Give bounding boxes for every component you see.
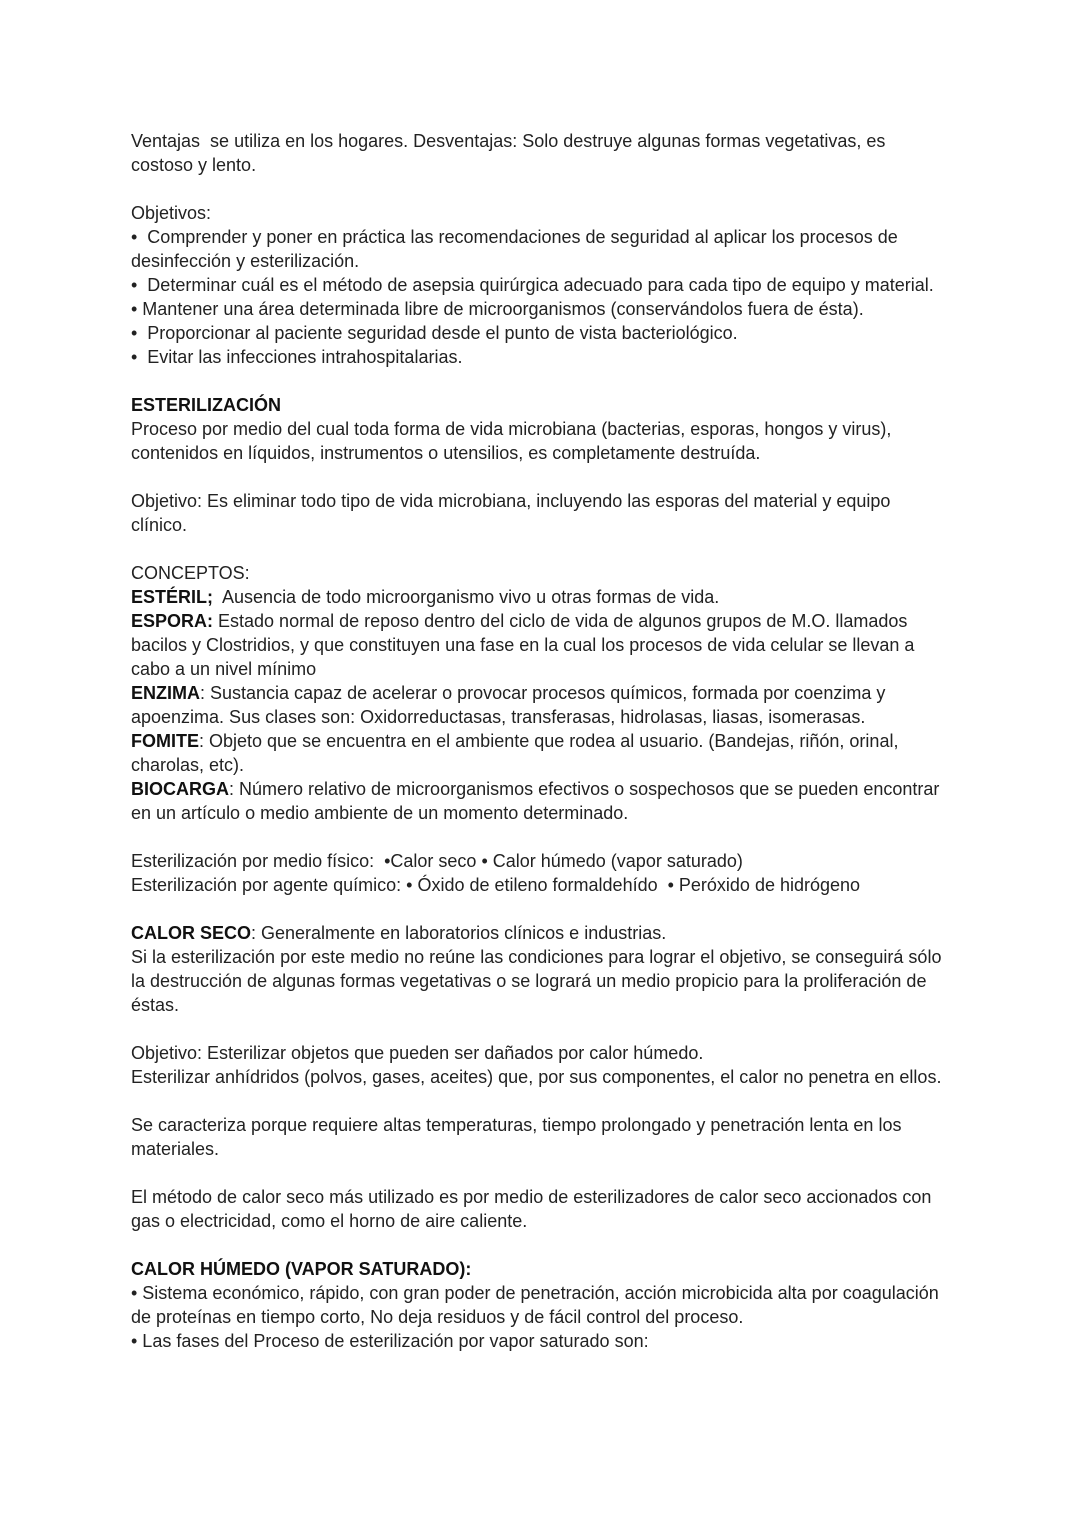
text-segment: Estado normal de reposo dentro del ciclo de vida de algunos grupos de M.O. llamados <box>213 611 908 631</box>
text-line <box>131 249 961 273</box>
blank-line <box>131 177 961 201</box>
text-line <box>131 1041 961 1065</box>
text-line <box>131 753 961 777</box>
text-segment: contenidos en líquidos, instrumentos o utensilios, es completamente destruída. <box>131 443 761 463</box>
text-segment: cabo a un nivel mínimo <box>131 659 317 679</box>
text-line <box>131 225 961 249</box>
bold-term: ESTERILIZACIÓN <box>131 395 282 415</box>
document-page <box>131 129 961 1353</box>
text-segment: Esterilizar anhídridos (polvos, gases, aceites) que, por sus componentes, el calor no penetra en ellos. <box>131 1067 942 1087</box>
bold-term: ENZIMA <box>131 683 200 703</box>
text-line <box>131 849 961 873</box>
text-line <box>131 129 961 153</box>
text-segment: • Las fases del Proceso de esterilización por vapor saturado son: <box>131 1331 649 1351</box>
text-line <box>131 561 961 585</box>
text-segment: • Proporcionar al paciente seguridad desde el punto de vista bacteriológico. <box>131 323 738 343</box>
text-segment: • Mantener una área determinada libre de microorganismos (conservándolos fuera de ésta). <box>131 299 864 319</box>
text-segment: en un artículo o medio ambiente de un momento determinado. <box>131 803 629 823</box>
blank-line <box>131 1089 961 1113</box>
text-segment: : Sustancia capaz de acelerar o provocar procesos químicos, formada por coenzima y <box>200 683 886 703</box>
text-line <box>131 1305 961 1329</box>
text-line <box>131 633 961 657</box>
blank-line <box>131 369 961 393</box>
text-line <box>131 321 961 345</box>
bold-term: CALOR HÚMEDO (VAPOR SATURADO): <box>131 1259 472 1279</box>
text-segment: Se caracteriza porque requiere altas temperaturas, tiempo prolongado y penetración lenta en los <box>131 1115 902 1135</box>
text-line <box>131 1281 961 1305</box>
text-line <box>131 777 961 801</box>
text-line <box>131 417 961 441</box>
text-line <box>131 921 961 945</box>
blank-line <box>131 1233 961 1257</box>
text-line <box>131 1065 961 1089</box>
text-line <box>131 729 961 753</box>
text-segment: éstas. <box>131 995 180 1015</box>
text-line <box>131 1137 961 1161</box>
blank-line <box>131 1161 961 1185</box>
text-line <box>131 801 961 825</box>
text-segment: Ventajas se utiliza en los hogares. Desventajas: Solo destruye algunas formas vegetativas, es <box>131 131 886 151</box>
text-line <box>131 1329 961 1353</box>
text-line <box>131 585 961 609</box>
text-line <box>131 681 961 705</box>
blank-line <box>131 537 961 561</box>
text-segment: • Comprender y poner en práctica las recomendaciones de seguridad al aplicar los procesos de <box>131 227 898 247</box>
text-segment: la destrucción de algunas formas vegetativas o se logrará un medio propicio para la proliferación de <box>131 971 927 991</box>
text-line <box>131 993 961 1017</box>
text-segment: CONCEPTOS: <box>131 563 250 583</box>
text-segment: Esterilización por agente químico: • Óxido de etileno formaldehído • Peróxido de hidrógeno <box>131 875 861 895</box>
blank-line <box>131 897 961 921</box>
text-line <box>131 273 961 297</box>
text-segment: Esterilización por medio físico: •Calor seco • Calor húmedo (vapor saturado) <box>131 851 743 871</box>
blank-line <box>131 1017 961 1041</box>
text-line <box>131 153 961 177</box>
text-segment: gas o electricidad, como el horno de aire caliente. <box>131 1211 528 1231</box>
text-segment: charolas, etc). <box>131 755 245 775</box>
text-segment: : Generalmente en laboratorios clínicos e industrias. <box>251 923 667 943</box>
bold-term: ESTÉRIL; <box>131 587 214 607</box>
text-segment: : Número relativo de microorganismos efectivos o sospechosos que se pueden encontrar <box>229 779 940 799</box>
blank-line <box>131 825 961 849</box>
text-line <box>131 441 961 465</box>
text-line <box>131 345 961 369</box>
text-segment: costoso y lento. <box>131 155 257 175</box>
text-segment: : Objeto que se encuentra en el ambiente que rodea al usuario. (Bandejas, riñón, orinal, <box>199 731 899 751</box>
text-segment: Objetivos: <box>131 203 212 223</box>
text-line <box>131 393 961 417</box>
text-line <box>131 657 961 681</box>
text-line <box>131 1185 961 1209</box>
text-segment: Si la esterilización por este medio no reúne las condiciones para lograr el objetivo, se conseguirá sólo <box>131 947 942 967</box>
bold-term: FOMITE <box>131 731 199 751</box>
bold-term: CALOR SECO <box>131 923 252 943</box>
text-line <box>131 297 961 321</box>
text-segment: • Evitar las infecciones intrahospitalarias. <box>131 347 463 367</box>
text-line <box>131 513 961 537</box>
text-segment: • Determinar cuál es el método de asepsia quirúrgica adecuado para cada tipo de equipo y material. <box>131 275 934 295</box>
text-line <box>131 873 961 897</box>
text-segment: Proceso por medio del cual toda forma de vida microbiana (bacterias, esporas, hongos y virus), <box>131 419 892 439</box>
text-segment: desinfección y esterilización. <box>131 251 360 271</box>
bold-term: BIOCARGA <box>131 779 229 799</box>
text-line <box>131 1113 961 1137</box>
bold-term: ESPORA: <box>131 611 214 631</box>
text-segment: apoenzima. Sus clases son: Oxidorreductasas, transferasas, hidrolasas, liasas, isomerasas. <box>131 707 866 727</box>
text-segment: clínico. <box>131 515 188 535</box>
text-segment: El método de calor seco más utilizado es por medio de esterilizadores de calor seco accionados con <box>131 1187 932 1207</box>
text-segment: bacilos y Clostridios, y que constituyen una fase en la cual los procesos de vida celular se llevan a <box>131 635 915 655</box>
text-segment: Objetivo: Esterilizar objetos que pueden ser dañados por calor húmedo. <box>131 1043 704 1063</box>
text-line <box>131 489 961 513</box>
text-segment: de proteínas en tiempo corto, No deja residuos y de fácil control del proceso. <box>131 1307 744 1327</box>
text-line <box>131 705 961 729</box>
text-line <box>131 609 961 633</box>
text-segment: • Sistema económico, rápido, con gran poder de penetración, acción microbicida alta por coagulación <box>131 1283 939 1303</box>
text-segment: Ausencia de todo microorganismo vivo u otras formas de vida. <box>213 587 720 607</box>
text-line <box>131 1257 961 1281</box>
text-line <box>131 1209 961 1233</box>
text-line <box>131 969 961 993</box>
text-segment: Objetivo: Es eliminar todo tipo de vida microbiana, incluyendo las esporas del material y equipo <box>131 491 891 511</box>
text-line <box>131 201 961 225</box>
blank-line <box>131 465 961 489</box>
text-line <box>131 945 961 969</box>
text-segment: materiales. <box>131 1139 220 1159</box>
